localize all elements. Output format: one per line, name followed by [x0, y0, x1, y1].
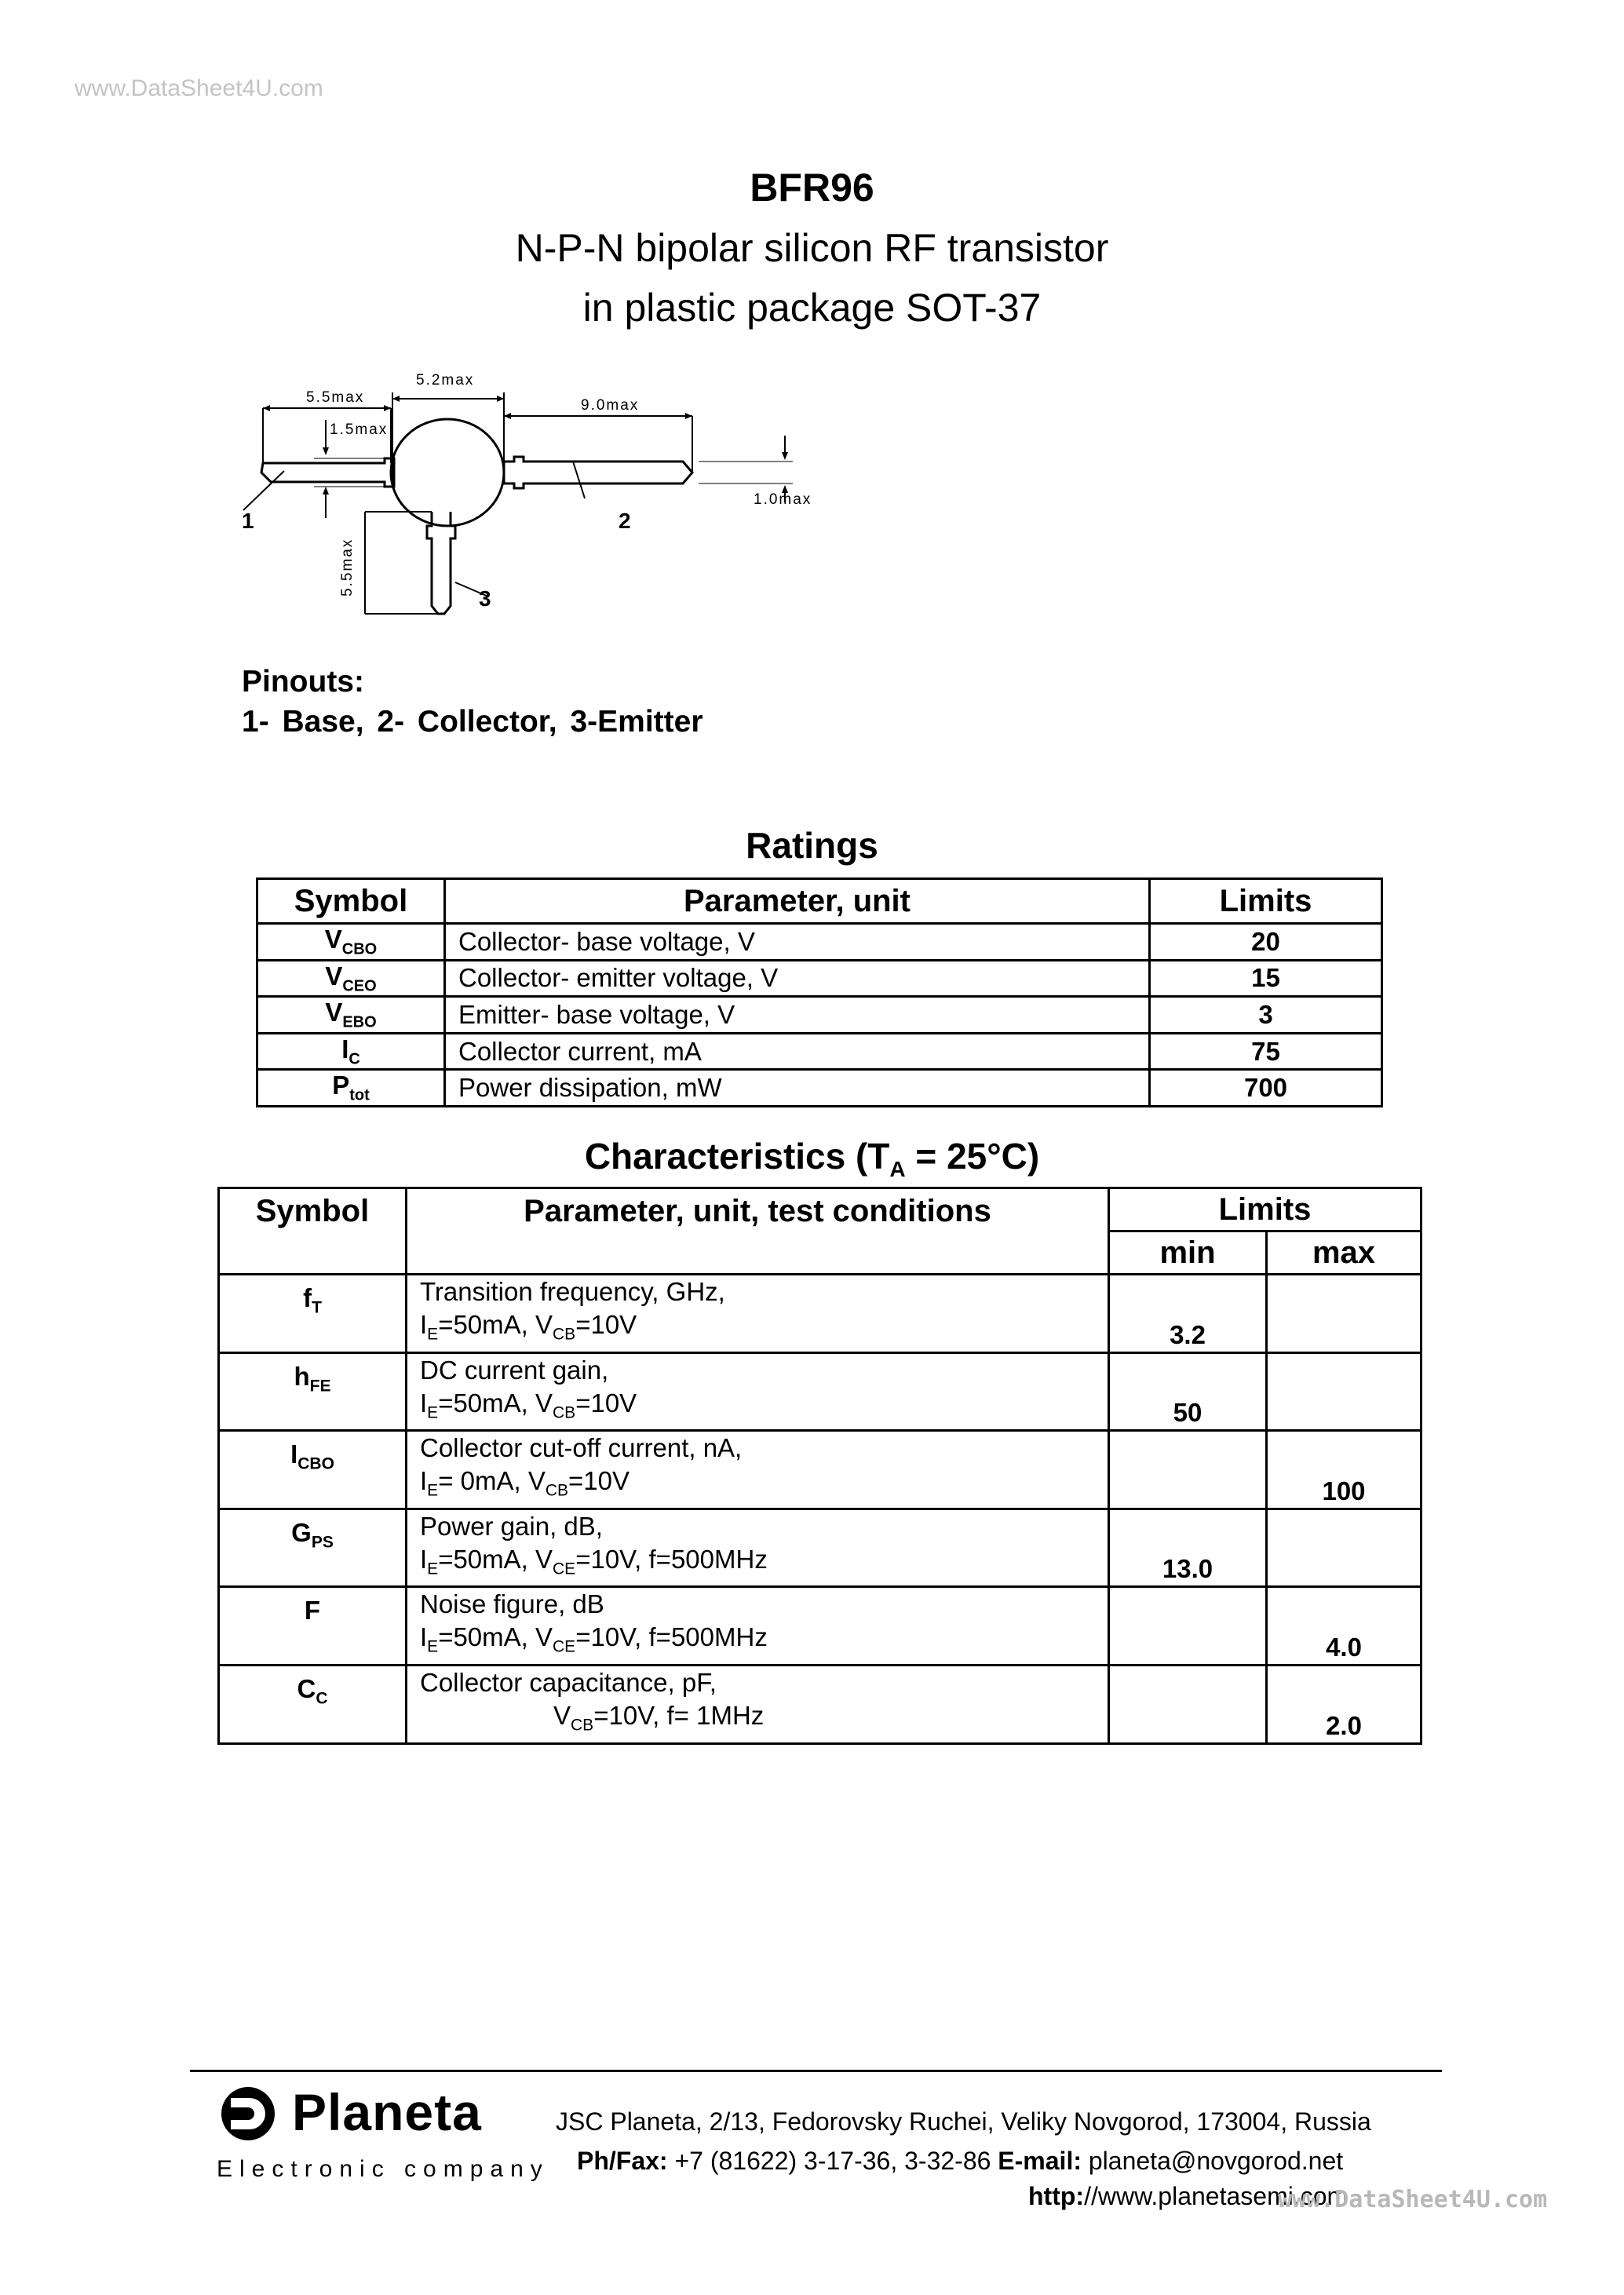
dim-right-label: 9.0max: [581, 397, 640, 414]
table-row: [219, 1275, 1421, 1353]
max-cell: 2.0: [1267, 1665, 1421, 1743]
planeta-logo-icon: [218, 2084, 281, 2147]
table-row: [219, 1587, 1421, 1666]
subtitle-line-1: N-P-N bipolar silicon RF transistor: [515, 226, 1109, 270]
max-cell: 4.0: [1267, 1587, 1421, 1666]
limit-cell: 3: [1150, 997, 1382, 1034]
symbol-cell: $V_{CBO}$: [257, 924, 445, 961]
symbol-cell: $f_T$: [219, 1275, 407, 1353]
planeta-logo-text: Planeta: [292, 2083, 482, 2141]
min-cell: 50: [1109, 1352, 1267, 1431]
table-row: [257, 997, 1382, 1034]
subtitle-line-2: in plastic package SOT-37: [582, 286, 1042, 330]
watermark-top: www.DataSheet4U.com: [75, 75, 323, 101]
max-cell: [1267, 1352, 1421, 1431]
dim-thick-label: 1.0max: [754, 491, 812, 508]
email-link[interactable]: planeta@novgorod.net: [1081, 2147, 1344, 2175]
pinouts-title: Pinouts:: [242, 665, 364, 699]
ratings-table: [256, 878, 1383, 1107]
table-row: [257, 960, 1382, 997]
package-body: [391, 419, 504, 526]
limit-cell: 75: [1150, 1033, 1382, 1070]
chars-header-parameter: Parameter, unit, test conditions: [407, 1188, 1109, 1275]
parameter-cell: Transition frequency, GHz, $I_E=50mA$, $V_{CB}=10V$: [407, 1275, 1109, 1353]
pin-3-label: 3: [479, 586, 491, 611]
dim-lead-label: 1.5max: [330, 421, 389, 438]
ratings-header-parameter: Parameter, unit: [445, 879, 1150, 924]
table-row: [219, 1431, 1421, 1509]
symbol-cell: $C_C$: [219, 1665, 407, 1743]
symbol-cell: $I_C$: [257, 1033, 445, 1070]
table-row: [219, 1665, 1421, 1743]
table-row: [219, 1509, 1421, 1587]
pin-1-label: 1: [242, 509, 254, 533]
logo-subtitle: Electronic company: [217, 2156, 549, 2182]
chars-header-symbol: Symbol: [219, 1188, 407, 1275]
footer-divider: [190, 2070, 1442, 2072]
footer-address: JSC Planeta, 2/13, Fedorovsky Ruchei, Veliky Novgorod, 173004, Russia: [556, 2107, 1371, 2136]
max-cell: [1267, 1275, 1421, 1353]
characteristics-header-row: [219, 1188, 1421, 1231]
chars-header-max: max: [1267, 1231, 1421, 1275]
dim-top-label: 5.2max: [416, 372, 475, 389]
min-cell: 3.2: [1109, 1275, 1267, 1353]
max-cell: [1267, 1509, 1421, 1587]
ratings-title: Ratings: [746, 825, 878, 866]
lead-collector: [504, 457, 692, 488]
lead-base: [261, 458, 394, 487]
max-cell: 100: [1267, 1431, 1421, 1509]
parameter-cell: Noise figure, dB $I_E=50mA$, $V_{CE}=10V$, f=500MHz: [407, 1587, 1109, 1666]
parameter-cell: Power dissipation, mW: [445, 1070, 1150, 1107]
min-cell: [1109, 1665, 1267, 1743]
pin-2-label: 2: [619, 509, 631, 533]
package-diagram: [235, 361, 832, 651]
min-cell: [1109, 1431, 1267, 1509]
limit-cell: 20: [1150, 924, 1382, 961]
symbol-cell: $P_{tot}$: [257, 1070, 445, 1107]
table-row: [219, 1352, 1421, 1431]
symbol-cell: $G_{PS}$: [219, 1509, 407, 1587]
parameter-cell: Collector- base voltage, V: [445, 924, 1150, 961]
min-cell: 13.0: [1109, 1509, 1267, 1587]
symbol-cell: $V_{EBO}$: [257, 997, 445, 1034]
min-cell: [1109, 1587, 1267, 1666]
footer-web[interactable]: http://www.planetasemi.com: [1028, 2182, 1348, 2210]
limit-cell: 15: [1150, 960, 1382, 997]
ratings-header-row: [257, 879, 1382, 924]
table-row: [257, 1033, 1382, 1070]
parameter-cell: Emitter- base voltage, V: [445, 997, 1150, 1034]
ratings-header-symbol: Symbol: [257, 879, 445, 924]
dim-emitter-label: 5.5max: [339, 538, 356, 597]
pinouts-line: 1- Base, 2- Collector, 3-Emitter: [242, 705, 703, 739]
limit-cell: 700: [1150, 1070, 1382, 1107]
table-row: [257, 1070, 1382, 1107]
parameter-cell: Collector- emitter voltage, V: [445, 960, 1150, 997]
parameter-cell: DC current gain, $I_E=50mA$, $V_{CB}=10V$: [407, 1352, 1109, 1431]
parameter-cell: Collector current, mA: [445, 1033, 1150, 1070]
characteristics-table: [217, 1187, 1422, 1745]
characteristics-title: Characteristics $(T_A = 25^\circ C)$: [584, 1136, 1040, 1182]
table-row: [257, 924, 1382, 961]
footer-contact: Ph/Fax: +7 (81622) 3-17-36, 3-32-86 E-mail: planeta@novgorod.net: [577, 2147, 1344, 2175]
ratings-header-limits: Limits: [1150, 879, 1382, 924]
chars-header-limits: Limits: [1109, 1188, 1421, 1231]
part-number: BFR96: [750, 166, 874, 210]
lead-emitter: [427, 512, 455, 614]
chars-header-min: min: [1109, 1231, 1267, 1275]
symbol-cell: $V_{CEO}$: [257, 960, 445, 997]
parameter-cell: Collector cut-off current, nA, $I_E= 0mA$, $V_{CB}=10V$: [407, 1431, 1109, 1509]
parameter-cell: Power gain, dB, $I_E=50mA$, $V_{CE}=10V$, f=500MHz: [407, 1509, 1109, 1587]
watermark-bottom: www.DataSheet4U.com: [1278, 2186, 1548, 2213]
symbol-cell: $h_{FE}$: [219, 1352, 407, 1431]
symbol-cell: $I_{CBO}$: [219, 1431, 407, 1509]
parameter-cell: Collector capacitance, pF, $V_{CB}=10V$, f= 1MHz: [407, 1665, 1109, 1743]
dim-left-label: 5.5max: [306, 389, 365, 406]
symbol-cell: F: [219, 1587, 407, 1666]
